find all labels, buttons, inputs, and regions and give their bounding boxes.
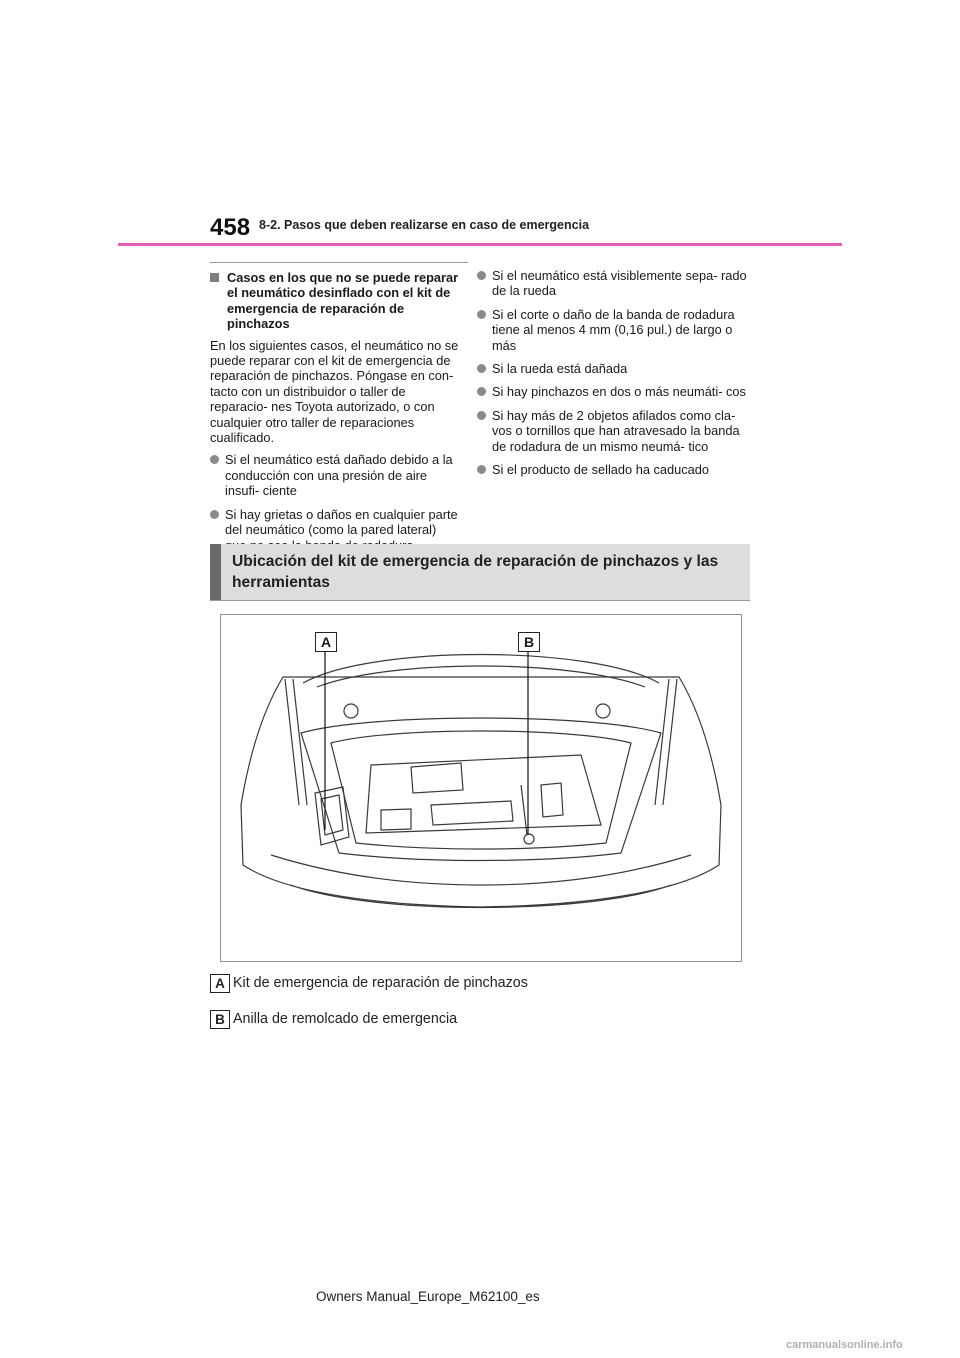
watermark: carmanualsonline.info [786,1339,903,1351]
list-item [477,462,752,477]
list-item [477,408,752,454]
footer-text: Owners Manual_Europe_M62100_es [316,1289,540,1304]
list-item-text: Si el neumático está dañado debido a la conducción con una presión de aire insufi- ciente [225,452,453,499]
section-title: 8-2. Pasos que deben realizarse en caso de emergencia [259,218,590,232]
intro-paragraph: En los siguientes casos, el neumático no se puede reparar con el kit de emergencia de reparación de pinchazos. Póngase en con- tacto con un distribuidor o taller de reparacio- nes Toyota autorizado, o con cualquier otro taller de reparaciones cualificado. [210,337,459,446]
legend-label-b: Anilla de remolcado de emergencia [233,1011,458,1027]
header-rule [118,243,842,246]
bullet-dot-icon [477,387,486,396]
callout-b: B [518,632,540,652]
left-column [210,262,460,561]
bullet-dot-icon [210,510,219,519]
bullet-dot-icon [477,310,486,319]
legend-label-a: Kit de emergencia de reparación de pinchazos [233,975,528,991]
list-item-text: Si el corte o daño de la banda de rodadura tiene al menos 4 mm (0,16 pul.) de largo o más [492,306,735,353]
bullet-dot-icon [477,271,486,280]
legend-key-a: A [210,974,230,993]
list-item [477,268,752,299]
list-item-text: Si hay pinchazos en dos o más neumáti- cos [492,384,746,400]
trunk-illustration [220,614,742,962]
trunk-line-drawing [221,615,741,961]
square-bullet-icon [210,273,219,282]
list-item [210,452,460,498]
list-item [477,361,752,376]
list-item-text: Si hay grietas o daños en cualquier parte del neumático (como la pared lateral) [225,506,458,538]
subheading-rule [210,262,468,263]
bullet-dot-icon [477,411,486,420]
right-column [477,268,752,485]
list-item [477,384,752,399]
bullet-dot-icon [477,364,486,373]
list-item [477,307,752,353]
list-item-text: Si el neumático está visiblemente sepa- rado de la rueda [492,268,747,299]
subheading-text: Casos en los que no se puede reparar el neumático desinflado con el kit de emergencia de reparación de pinchazos [227,270,459,332]
list-item-text: Si la rueda está dañada [492,361,628,377]
subheading [210,270,460,332]
bullet-dot-icon [210,455,219,464]
page-number: 458 [210,214,251,241]
list-item-text: Si el producto de sellado ha caducado [492,462,709,478]
list-item-text: Si hay más de 2 objetos afilados como cla- vos o tornillos que han atravesado la banda de rodadura de un mismo neumá- tico [492,407,740,454]
legend-key-b: B [210,1010,230,1029]
banner-bar [210,544,221,600]
banner-title: Ubicación del kit de emergencia de reparación de pinchazos y las herramientas [232,553,719,591]
bullet-dot-icon [477,465,486,474]
callout-a: A [315,632,337,652]
section-banner [210,544,750,601]
